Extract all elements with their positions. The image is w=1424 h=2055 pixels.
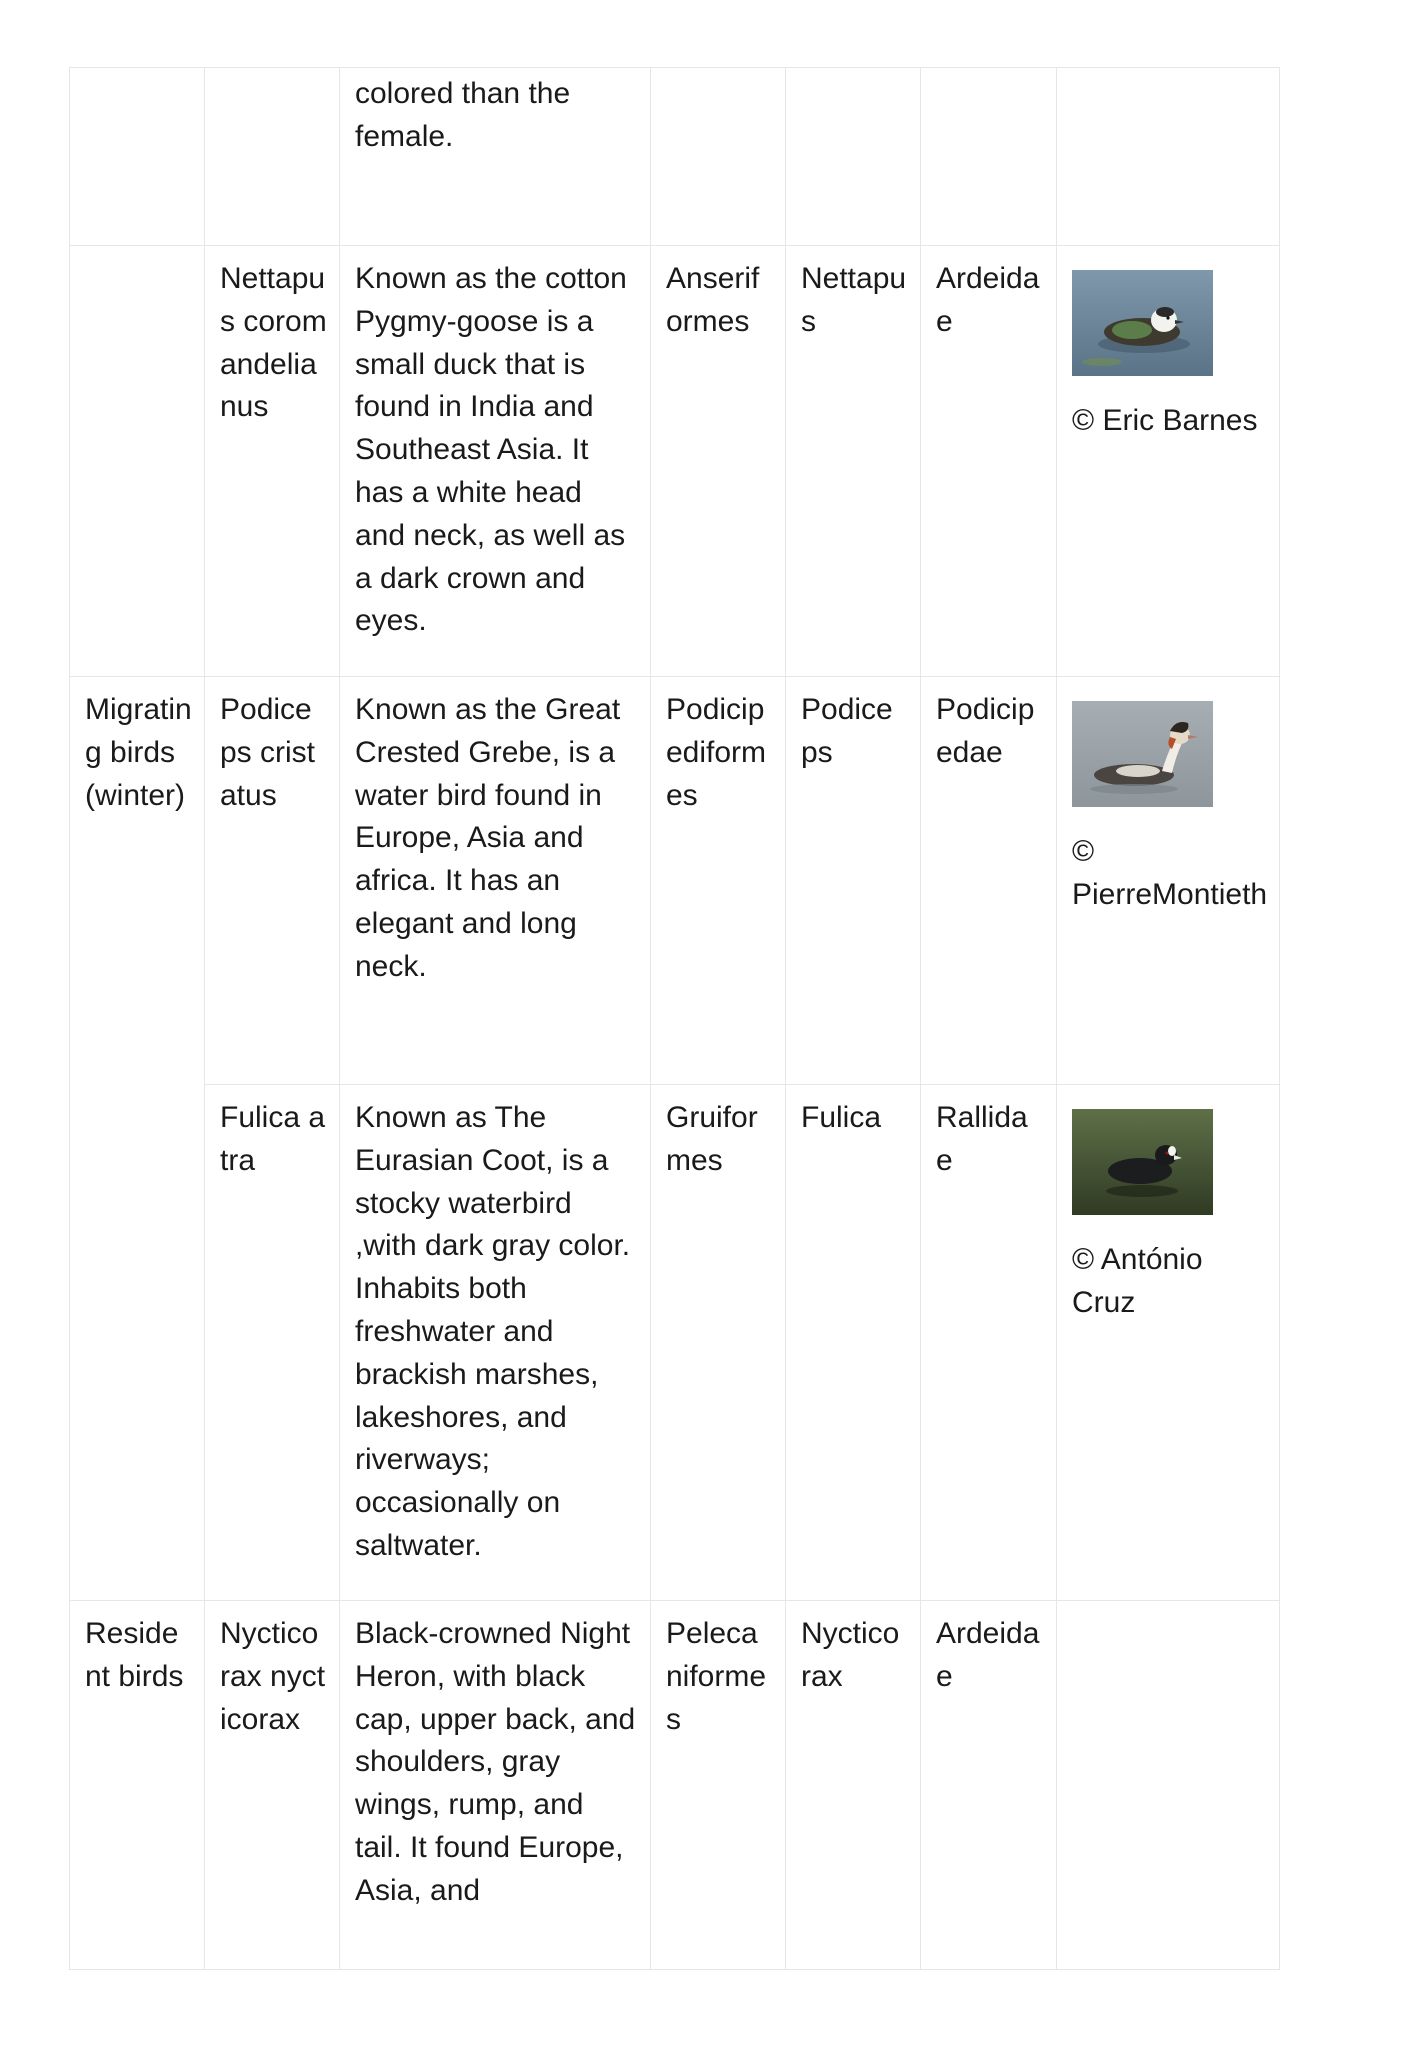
species-cell: Nettapus coromandelianus xyxy=(205,246,340,677)
table-row xyxy=(70,1085,1280,1601)
species-cell xyxy=(205,68,340,246)
photo-credit: © PierreMontieth xyxy=(1072,835,1268,911)
family-cell xyxy=(921,68,1057,246)
group-cell xyxy=(70,68,205,246)
genus-cell: Podiceps xyxy=(786,677,921,1085)
order-cell: Gruiformes xyxy=(651,1085,786,1601)
family-cell: Podicipedae xyxy=(921,677,1057,1085)
family-cell: Ardeidae xyxy=(921,246,1057,677)
genus-cell: Nycticorax xyxy=(786,1601,921,1970)
cotton-pygmy-goose-photo xyxy=(1072,270,1213,376)
photo-credit: © Eric Barnes xyxy=(1072,404,1258,437)
family-cell: Ardeidae xyxy=(921,1601,1057,1970)
photo-cell xyxy=(1057,246,1280,677)
genus-cell: Nettapus xyxy=(786,246,921,677)
family-cell: Rallidae xyxy=(921,1085,1057,1601)
table-row xyxy=(70,68,1280,246)
table-row xyxy=(70,1601,1280,1970)
species-cell: Nycticorax nycticorax xyxy=(205,1601,340,1970)
order-cell: Pelecaniformes xyxy=(651,1601,786,1970)
photo-cell xyxy=(1057,1085,1280,1601)
table-row xyxy=(70,677,1280,1085)
group-cell: Resident birds xyxy=(70,1601,205,1970)
table-row xyxy=(70,246,1280,677)
photo-credit: © António Cruz xyxy=(1072,1243,1203,1319)
order-cell: Podicipediformes xyxy=(651,677,786,1085)
order-cell: Anseriformes xyxy=(651,246,786,677)
group-cell: Migrating birds (winter) xyxy=(70,677,205,1601)
photo-cell xyxy=(1057,68,1280,246)
photo-cell xyxy=(1057,1601,1280,1970)
description-cell: Known as the cotton Pygmy-goose is a small duck that is found in India and Southeast Asia. It has a white head and neck, as well as a dark crown and eyes. xyxy=(340,246,651,677)
eurasian-coot-photo xyxy=(1072,1109,1213,1215)
description-cell: Known as The Eurasian Coot, is a stocky waterbird ,with dark gray color. Inhabits both freshwater and brackish marshes, lakeshores, and riverways; occasionally on saltwater. xyxy=(340,1085,651,1601)
bird-species-table xyxy=(69,67,1280,1970)
species-cell: Fulica atra xyxy=(205,1085,340,1601)
group-cell xyxy=(70,246,205,677)
genus-cell: Fulica xyxy=(786,1085,921,1601)
order-cell xyxy=(651,68,786,246)
genus-cell xyxy=(786,68,921,246)
description-cell: colored than the female. xyxy=(340,68,651,246)
great-crested-grebe-photo xyxy=(1072,701,1213,807)
photo-cell xyxy=(1057,677,1280,1085)
description-cell: Known as the Great Crested Grebe, is a water bird found in Europe, Asia and africa. It has an elegant and long neck. xyxy=(340,677,651,1085)
species-cell: Podiceps cristatus xyxy=(205,677,340,1085)
description-cell: Black-crowned Night Heron, with black cap, upper back, and shoulders, gray wings, rump, and tail. It found Europe, Asia, and xyxy=(340,1601,651,1970)
